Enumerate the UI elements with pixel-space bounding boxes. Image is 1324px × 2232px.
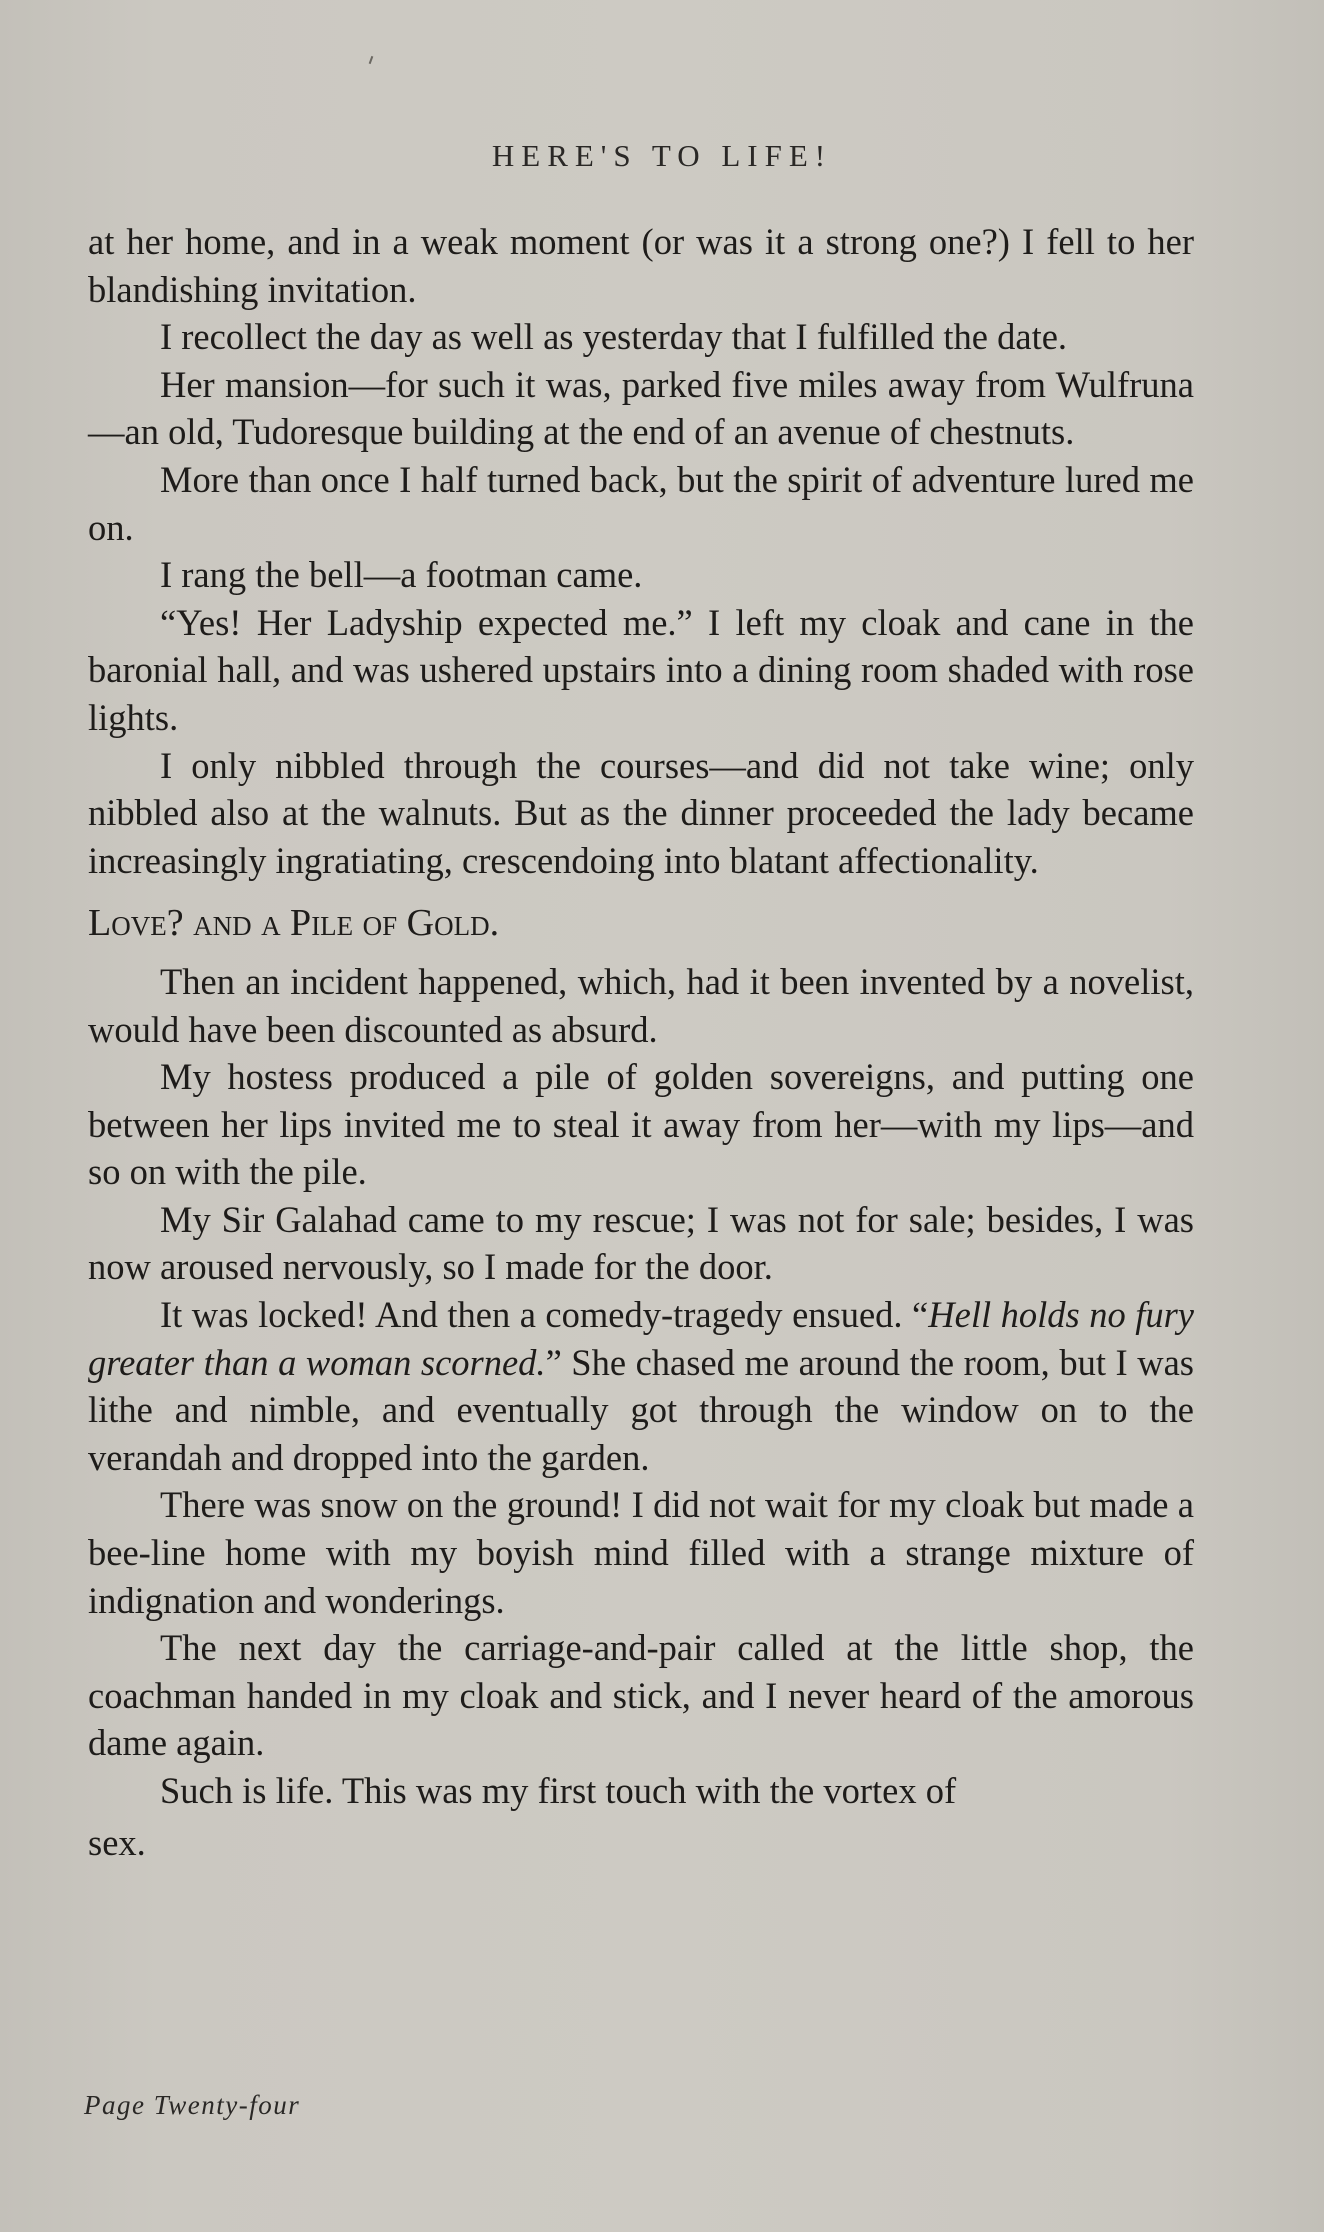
paragraph: The next day the carriage-and-pair called at the little shop, the coachman handed in my cloak and stick, and I never heard of the amorous dame again. (88, 1627, 1194, 1764)
section-heading: Love? and a Pile of Gold. (88, 902, 500, 945)
paragraph: “Yes! Her Ladyship expected me.” I left my cloak and cane in the baronial hall, and was ushered upstairs into a dining room shaded with rose lights. (88, 601, 1194, 738)
body-text (88, 218, 1194, 1866)
paragraph: There was snow on the ground! I did not wait for my cloak but made a bee-line home with my boyish mind filled with a strange mixture of indignation and wonderings. (88, 1484, 1194, 1621)
paragraph: I only nibbled through the courses—and did not take wine; only nibbled also at the walnuts. But as the dinner proceeded the lady became increasingly ingratiating, crescendoing into blatant affectionality. (88, 744, 1194, 881)
paragraph: Her mansion—for such it was, parked five miles away from Wulfruna—an old, Tudoresque building at the end of an avenue of chestnuts. (88, 363, 1194, 453)
page-number: Page Twenty-four (84, 2090, 301, 2120)
paragraph: My hostess produced a pile of golden sovereigns, and putting one between her lips invited me to steal it away from her—with my lips—and so on with the pile. (88, 1056, 1194, 1193)
print-speck (369, 56, 374, 64)
paragraph: at her home, and in a weak moment (or was it a strong one?) I fell to her blandishing invitation. (88, 221, 1194, 310)
paragraph-text: sex. (88, 1821, 146, 1863)
paragraph-text: It was locked! And then a comedy-tragedy ensued. “ (160, 1294, 929, 1336)
running-head: HERE'S TO LIFE! (491, 138, 833, 173)
paragraph (88, 1767, 1194, 1866)
paragraph: I rang the bell—a footman came. (160, 554, 643, 596)
paragraph: My Sir Galahad came to my rescue; I was not for sale; besides, I was now aroused nervously, so I made for the door. (88, 1198, 1194, 1288)
paragraph: More than once I half turned back, but the spirit of adventure lured me on. (88, 458, 1194, 548)
paragraph-text: Such is life. This was my first touch with the vortex of (160, 1770, 957, 1811)
paragraph: Then an incident happened, which, had it been invented by a novelist, would have been discounted as absurd. (88, 960, 1194, 1050)
paragraph: I recollect the day as well as yesterday that I fulfilled the date. (160, 316, 1068, 358)
paragraph (88, 1291, 1194, 1481)
paragraph-text: ” She chased me around the room, but I was lithe and nimble, and eventually got through the window on to the verandah and dropped into the garden. (88, 1341, 1194, 1478)
italic-quotation: Hell holds no fury greater than a woman scorned. (88, 1294, 1195, 1383)
